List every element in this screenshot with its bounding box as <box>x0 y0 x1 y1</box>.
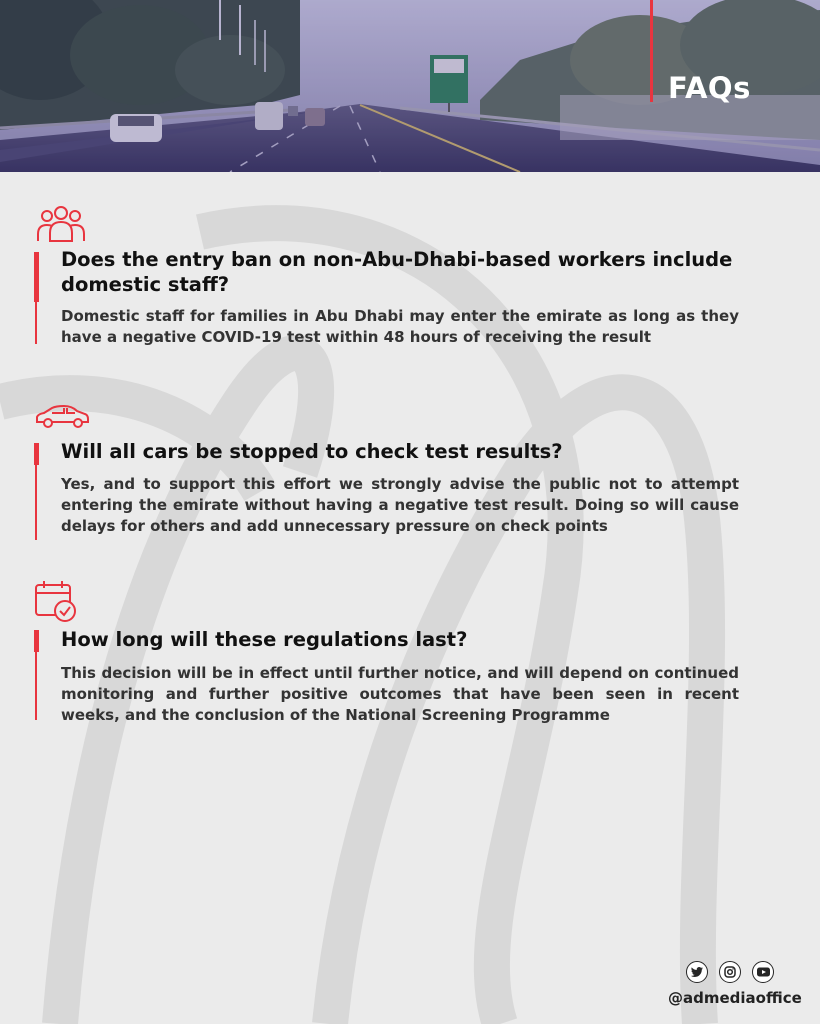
faq-question: How long will these regulations last? <box>61 628 468 651</box>
faq-answer: This decision will be in effect until further notice, and will depend on continued monitoring and further positive outcomes that have been seen in recent weeks, and the conclusion of the National Screening Programme <box>61 664 739 724</box>
youtube-icon[interactable] <box>752 961 774 983</box>
faq-accent-bar <box>35 443 37 540</box>
faq-answer: Domestic staff for families in Abu Dhabi may enter the emirate as long as they have a negative COVID-19 test within 48 hours of receiving the result <box>61 307 739 346</box>
instagram-icon[interactable] <box>719 961 741 983</box>
people-group-icon <box>34 205 88 243</box>
faq-question: Does the entry ban on non-Abu-Dhabi-based workers include domestic staff? <box>61 248 733 296</box>
faq-item <box>34 405 754 545</box>
social-handle[interactable]: @admediaoffice <box>668 989 802 1007</box>
faq-item <box>34 205 754 350</box>
faq-question: Will all cars be stopped to check test results? <box>61 440 563 463</box>
faq-answer: Yes, and to support this effort we strongly advise the public not to attempt entering the emirate without having a negative test result. Doing so will cause delays for others and add unnecessary pressure on check points <box>61 475 739 535</box>
twitter-icon[interactable] <box>686 961 708 983</box>
faq-item <box>34 580 754 725</box>
faq-accent-bar <box>35 252 37 344</box>
page-title: FAQs <box>668 71 751 105</box>
header-banner <box>0 0 820 172</box>
header-accent-bar <box>650 0 653 102</box>
faq-accent-bar <box>35 630 37 720</box>
social-links <box>686 961 774 983</box>
calendar-check-icon <box>34 580 78 624</box>
car-icon <box>34 405 90 429</box>
